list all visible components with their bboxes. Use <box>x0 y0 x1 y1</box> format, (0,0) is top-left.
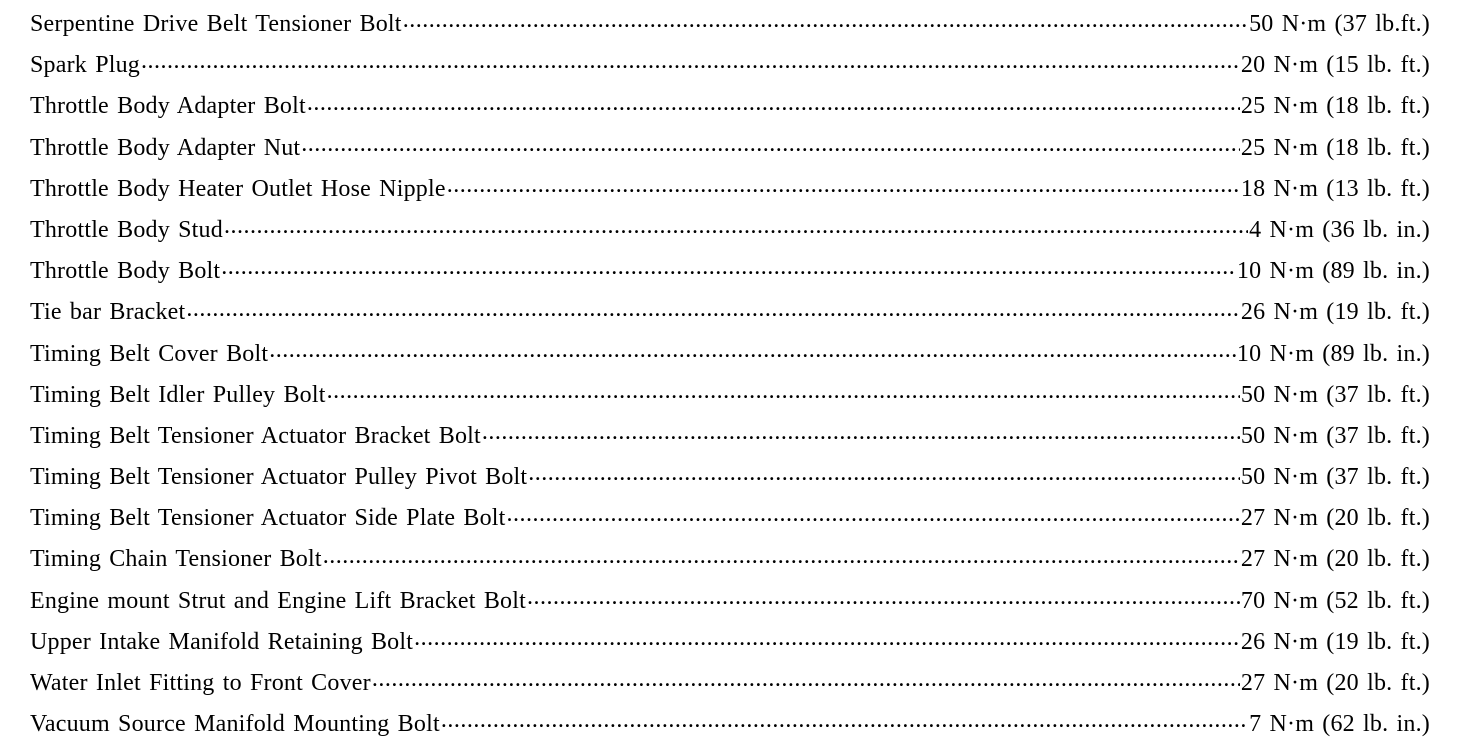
dot-leader <box>441 707 1248 731</box>
dot-leader <box>323 542 1240 566</box>
spec-row <box>30 498 1430 539</box>
spec-row <box>30 539 1430 580</box>
spec-value: 26 N·m (19 lb. ft.) <box>1240 299 1430 326</box>
spec-value: 50 N·m (37 lb. ft.) <box>1240 464 1430 491</box>
spec-value: 10 N·m (89 lb. in.) <box>1236 340 1430 367</box>
spec-row <box>30 375 1430 416</box>
dot-leader <box>403 7 1248 31</box>
spec-row <box>30 581 1430 622</box>
dot-leader <box>528 460 1240 484</box>
dot-leader <box>141 48 1240 72</box>
dot-leader <box>307 89 1240 113</box>
dot-leader <box>221 254 1236 278</box>
dot-leader <box>269 337 1236 361</box>
spec-name: Timing Belt Idler Pulley Bolt <box>30 381 326 408</box>
spec-name: Vacuum Source Manifold Mounting Bolt <box>30 711 440 738</box>
spec-name: Timing Belt Tensioner Actuator Bracket Bolt <box>30 422 481 449</box>
spec-name: Timing Belt Tensioner Actuator Side Plate Bolt <box>30 505 506 532</box>
spec-name: Throttle Body Stud <box>30 216 223 243</box>
spec-value: 27 N·m (20 lb. ft.) <box>1240 546 1430 573</box>
spec-value: 26 N·m (19 lb. ft.) <box>1240 628 1430 655</box>
dot-leader <box>327 378 1240 402</box>
spec-row <box>30 45 1430 86</box>
dot-leader <box>224 213 1248 237</box>
spec-value: 20 N·m (15 lb. ft.) <box>1240 52 1430 79</box>
dot-leader <box>186 295 1239 319</box>
spec-value: 25 N·m (18 lb. ft.) <box>1240 134 1430 161</box>
spec-value: 27 N·m (20 lb. ft.) <box>1240 670 1430 696</box>
spec-value: 50 N·m (37 lb.ft.) <box>1249 11 1430 37</box>
spec-row <box>30 251 1430 292</box>
dot-leader <box>301 131 1240 155</box>
spec-name: Throttle Body Adapter Bolt <box>30 93 306 120</box>
spec-value: 25 N·m (18 lb. ft.) <box>1240 93 1430 120</box>
spec-value: 4 N·m (36 lb. in.) <box>1249 216 1430 243</box>
spec-name: Timing Belt Tensioner Actuator Pulley Pivot Bolt <box>30 464 528 491</box>
spec-row <box>30 704 1430 745</box>
spec-row <box>30 334 1430 375</box>
spec-name: Upper Intake Manifold Retaining Bolt <box>30 628 414 655</box>
spec-name: Throttle Body Bolt <box>30 258 221 285</box>
spec-row <box>30 292 1430 333</box>
dot-leader <box>414 625 1240 649</box>
spec-value: 50 N·m (37 lb. ft.) <box>1240 422 1430 449</box>
dot-leader <box>372 666 1240 690</box>
spec-row <box>30 86 1430 127</box>
spec-value: 10 N·m (89 lb. in.) <box>1236 258 1430 285</box>
spec-name: Engine mount Strut and Engine Lift Bracket Bolt <box>30 587 526 614</box>
spec-value: 50 N·m (37 lb. ft.) <box>1240 381 1430 408</box>
spec-row <box>30 210 1430 251</box>
dot-leader <box>482 419 1240 443</box>
spec-row <box>30 663 1430 704</box>
torque-spec-list <box>30 4 1430 745</box>
dot-leader <box>527 584 1240 608</box>
spec-row <box>30 457 1430 498</box>
spec-row <box>30 416 1430 457</box>
spec-name: Spark Plug <box>30 52 141 79</box>
spec-row <box>30 169 1430 210</box>
spec-name: Throttle Body Heater Outlet Hose Nipple <box>30 175 446 202</box>
spec-value: 70 N·m (52 lb. ft.) <box>1240 587 1430 614</box>
spec-value: 18 N·m (13 lb. ft.) <box>1240 175 1430 202</box>
spec-name: Water Inlet Fitting to Front Cover <box>30 670 371 696</box>
spec-row <box>30 622 1430 663</box>
spec-name: Timing Chain Tensioner Bolt <box>30 546 322 573</box>
spec-value: 7 N·m (62 lb. in.) <box>1249 711 1430 738</box>
spec-row <box>30 4 1430 45</box>
spec-name: Timing Belt Cover Bolt <box>30 340 269 367</box>
spec-name: Tie bar Bracket <box>30 299 186 326</box>
dot-leader <box>507 501 1240 525</box>
spec-name: Serpentine Drive Belt Tensioner Bolt <box>30 11 402 37</box>
dot-leader <box>447 172 1240 196</box>
spec-name: Throttle Body Adapter Nut <box>30 134 301 161</box>
spec-row <box>30 128 1430 169</box>
spec-value: 27 N·m (20 lb. ft.) <box>1240 505 1430 532</box>
